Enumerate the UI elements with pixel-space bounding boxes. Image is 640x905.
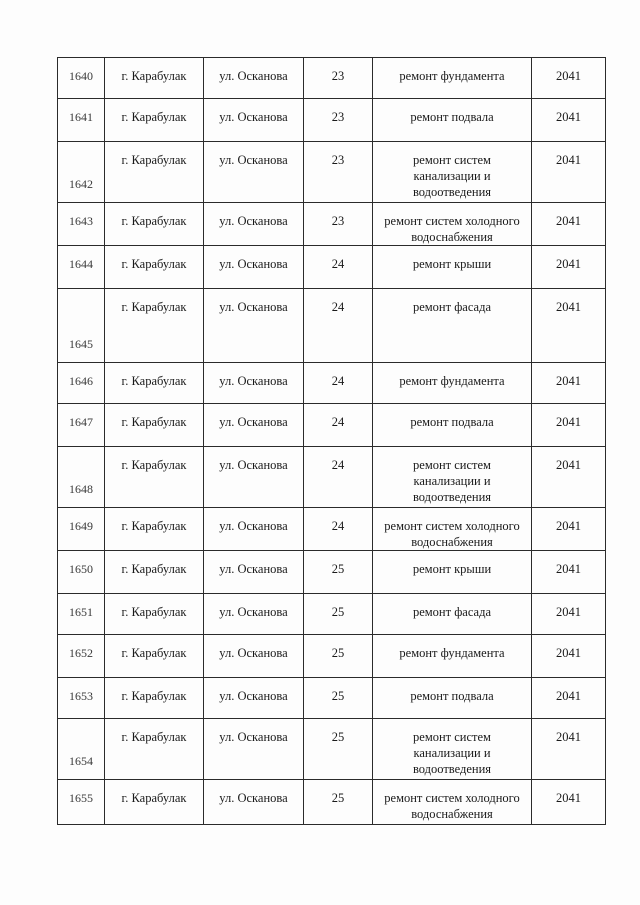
year-cell: 2041 bbox=[556, 214, 581, 228]
city-cell: г. Карабулак bbox=[121, 415, 187, 429]
table-row bbox=[58, 447, 606, 508]
row-number: 1653 bbox=[69, 689, 93, 703]
work-type-cell: ремонт подвала bbox=[410, 689, 494, 703]
house-cell: 25 bbox=[331, 689, 345, 703]
work-type-cell: ремонт подвала bbox=[410, 110, 494, 124]
row-number: 1649 bbox=[69, 519, 93, 533]
work-type-cell: ремонт фасада bbox=[412, 605, 492, 619]
work-type-cell: ремонт систем холодного водоснабжения bbox=[384, 519, 520, 549]
house-cell: 24 bbox=[331, 374, 345, 388]
table-row bbox=[58, 780, 606, 825]
year-cell: 2041 bbox=[556, 519, 581, 533]
city-cell: г. Карабулак bbox=[121, 646, 187, 660]
year-cell: 2041 bbox=[556, 300, 581, 314]
house-cell: 23 bbox=[331, 69, 345, 83]
street-cell: ул. Осканова bbox=[219, 605, 288, 619]
table-row bbox=[58, 678, 606, 719]
table-row bbox=[58, 289, 606, 363]
table-row bbox=[58, 142, 606, 203]
work-type-cell: ремонт систем канализации и водоотведения bbox=[412, 458, 492, 504]
table-row bbox=[58, 635, 606, 678]
table-row bbox=[58, 246, 606, 289]
row-number: 1655 bbox=[69, 791, 93, 805]
work-type-cell: ремонт фасада bbox=[412, 300, 492, 314]
city-cell: г. Карабулак bbox=[121, 374, 187, 388]
year-cell: 2041 bbox=[556, 646, 581, 660]
year-cell: 2041 bbox=[556, 562, 581, 576]
year-cell: 2041 bbox=[556, 791, 581, 805]
table-row bbox=[58, 719, 606, 780]
work-type-cell: ремонт систем холодного водоснабжения bbox=[384, 214, 520, 244]
row-number: 1651 bbox=[69, 605, 93, 619]
year-cell: 2041 bbox=[556, 415, 581, 429]
city-cell: г. Карабулак bbox=[121, 605, 187, 619]
city-cell: г. Карабулак bbox=[121, 730, 187, 744]
street-cell: ул. Осканова bbox=[219, 730, 288, 744]
year-cell: 2041 bbox=[556, 374, 581, 388]
row-number: 1643 bbox=[69, 214, 93, 228]
city-cell: г. Карабулак bbox=[121, 300, 187, 314]
work-type-cell: ремонт систем канализации и водоотведения bbox=[412, 730, 492, 776]
house-cell: 24 bbox=[331, 458, 345, 472]
house-cell: 24 bbox=[331, 257, 345, 271]
year-cell: 2041 bbox=[556, 110, 581, 124]
table-row bbox=[58, 594, 606, 635]
row-number: 1640 bbox=[69, 69, 93, 83]
city-cell: г. Карабулак bbox=[121, 110, 187, 124]
city-cell: г. Карабулак bbox=[121, 791, 187, 805]
year-cell: 2041 bbox=[556, 605, 581, 619]
work-type-cell: ремонт фундамента bbox=[399, 374, 505, 388]
row-number: 1645 bbox=[69, 337, 93, 351]
house-cell: 23 bbox=[331, 153, 345, 167]
row-number: 1641 bbox=[69, 110, 93, 124]
row-number: 1646 bbox=[69, 374, 93, 388]
street-cell: ул. Осканова bbox=[219, 110, 288, 124]
work-type-cell: ремонт фундамента bbox=[399, 69, 505, 83]
year-cell: 2041 bbox=[556, 153, 581, 167]
work-type-cell: ремонт подвала bbox=[410, 415, 494, 429]
work-type-cell: ремонт крыши bbox=[412, 257, 492, 271]
year-cell: 2041 bbox=[556, 689, 581, 703]
city-cell: г. Карабулак bbox=[121, 458, 187, 472]
city-cell: г. Карабулак bbox=[121, 153, 187, 167]
table-row bbox=[58, 508, 606, 551]
row-number: 1648 bbox=[69, 482, 93, 496]
work-type-cell: ремонт систем канализации и водоотведения bbox=[412, 153, 492, 199]
table-row bbox=[58, 203, 606, 246]
row-number: 1642 bbox=[69, 177, 93, 191]
house-cell: 23 bbox=[331, 110, 345, 124]
street-cell: ул. Осканова bbox=[219, 374, 288, 388]
year-cell: 2041 bbox=[556, 730, 581, 744]
table-row bbox=[58, 58, 606, 99]
work-type-cell: ремонт крыши bbox=[412, 562, 492, 576]
house-cell: 25 bbox=[331, 562, 345, 576]
street-cell: ул. Осканова bbox=[219, 519, 288, 533]
street-cell: ул. Осканова bbox=[219, 562, 288, 576]
city-cell: г. Карабулак bbox=[121, 257, 187, 271]
table-row bbox=[58, 404, 606, 447]
row-number: 1647 bbox=[69, 415, 93, 429]
street-cell: ул. Осканова bbox=[219, 646, 288, 660]
house-cell: 25 bbox=[331, 605, 345, 619]
work-type-cell: ремонт фундамента bbox=[399, 646, 505, 660]
house-cell: 24 bbox=[331, 519, 345, 533]
house-cell: 24 bbox=[331, 300, 345, 314]
city-cell: г. Карабулак bbox=[121, 562, 187, 576]
row-number: 1654 bbox=[69, 754, 93, 768]
street-cell: ул. Осканова bbox=[219, 458, 288, 472]
row-number: 1652 bbox=[69, 646, 93, 660]
table-row bbox=[58, 99, 606, 142]
city-cell: г. Карабулак bbox=[121, 69, 187, 83]
year-cell: 2041 bbox=[556, 458, 581, 472]
city-cell: г. Карабулак bbox=[121, 214, 187, 228]
house-cell: 25 bbox=[331, 646, 345, 660]
repair-schedule-table bbox=[57, 57, 606, 825]
table-row bbox=[58, 551, 606, 594]
year-cell: 2041 bbox=[556, 69, 581, 83]
table-row bbox=[58, 363, 606, 404]
house-cell: 24 bbox=[331, 415, 345, 429]
street-cell: ул. Осканова bbox=[219, 300, 288, 314]
house-cell: 25 bbox=[331, 730, 345, 744]
street-cell: ул. Осканова bbox=[219, 69, 288, 83]
work-type-cell: ремонт систем холодного водоснабжения bbox=[384, 791, 520, 821]
street-cell: ул. Осканова bbox=[219, 257, 288, 271]
year-cell: 2041 bbox=[556, 257, 581, 271]
house-cell: 23 bbox=[331, 214, 345, 228]
street-cell: ул. Осканова bbox=[219, 791, 288, 805]
street-cell: ул. Осканова bbox=[219, 153, 288, 167]
street-cell: ул. Осканова bbox=[219, 689, 288, 703]
row-number: 1644 bbox=[69, 257, 93, 271]
street-cell: ул. Осканова bbox=[219, 415, 288, 429]
city-cell: г. Карабулак bbox=[121, 689, 187, 703]
street-cell: ул. Осканова bbox=[219, 214, 288, 228]
house-cell: 25 bbox=[331, 791, 345, 805]
row-number: 1650 bbox=[69, 562, 93, 576]
city-cell: г. Карабулак bbox=[121, 519, 187, 533]
